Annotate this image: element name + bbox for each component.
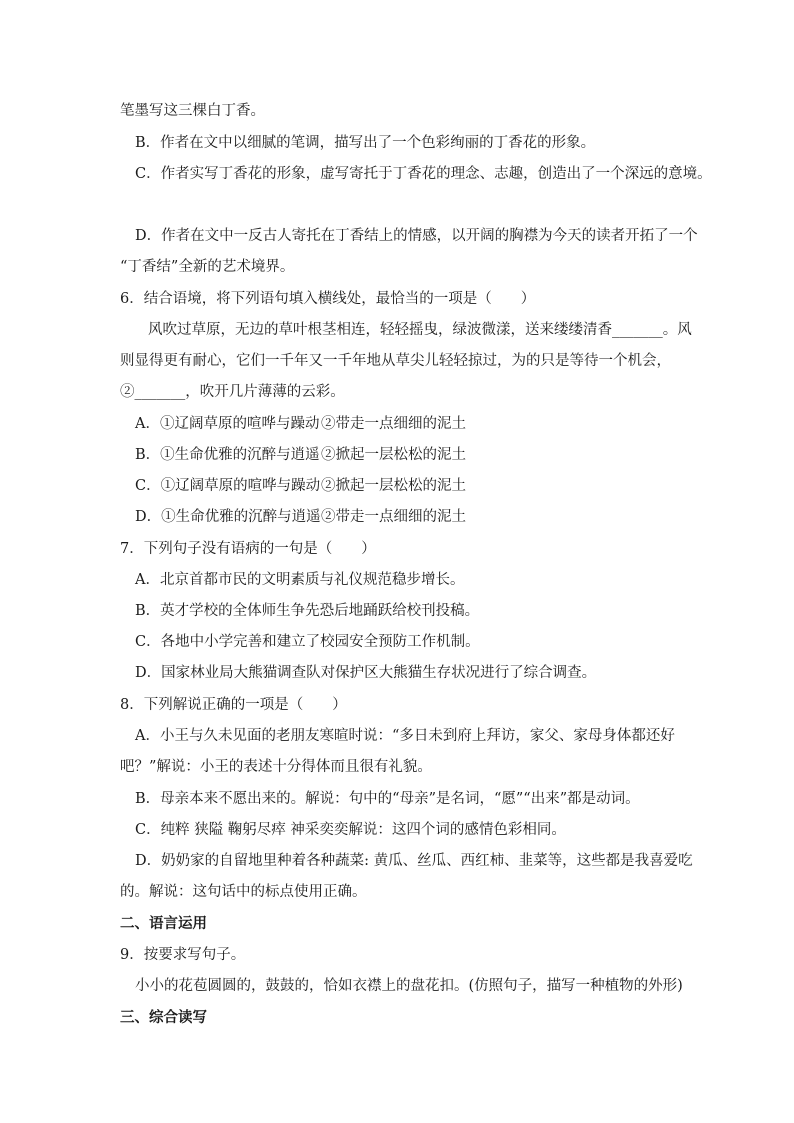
- q8-option-c: C．纯粹 狭隘 鞠躬尽瘁 神采奕奕解说：这四个词的感情色彩相同。: [135, 822, 566, 838]
- q6-option-c-part2: ②掀起一层松松的泥土: [321, 478, 466, 494]
- q7-option-d: D．国家林业局大熊猫调查队对保护区大熊猫生存状况进行了综合调查。: [135, 665, 597, 681]
- q6-option-a: [135, 414, 466, 434]
- section-heading-2: 二、语言运用: [120, 915, 207, 932]
- q6-option-c: [135, 476, 466, 496]
- q9-stem: 9．按要求写句子。: [120, 947, 246, 963]
- q7-option-b: B．英才学校的全体师生争先恐后地踊跃给校刊投稿。: [135, 603, 480, 619]
- q6-option-c-part1: C．①辽阔草原的喧哗与躁动: [135, 478, 321, 494]
- q8-option-a-cont: 吧？”解说：小王的表述十分得体而且很有礼貌。: [120, 759, 432, 775]
- q6-stem: 6．结合语境，将下列语句填入横线处，最恰当的一项是（ ）: [120, 291, 536, 307]
- q5-option-d: D．作者在文中一反古人寄托在丁香结上的情感，以开阔的胸襟为今天的读者开拓了一个: [135, 228, 698, 244]
- q8-option-d: D．奶奶家的自留地里种着各种蔬菜: 黄瓜、丝瓜、西红柿、韭菜等，这些都是我喜爱吃: [135, 853, 693, 869]
- q6-option-d: [135, 507, 466, 527]
- q6-option-b-part2: ②掀起一层松松的泥土: [321, 447, 466, 463]
- q6-option-d-part2: ②带走一点细细的泥土: [321, 509, 466, 525]
- q6-option-b: [135, 445, 466, 465]
- q9-text: 小小的花苞圆圆的，鼓鼓的，恰如衣襟上的盘花扣。(仿照句子，描写一种植物的外形): [135, 978, 683, 994]
- q6-option-a-part1: A．①辽阔草原的喧哗与躁动: [135, 416, 320, 432]
- q6-passage-line1: 风吹过草原，无边的草叶根茎相连，轻轻摇曳，绿波微漾，送来缕缕清香_______。风: [148, 322, 692, 338]
- q6-option-b-part1: B．①生命优雅的沉醉与逍遥: [135, 447, 320, 463]
- q5-option-d-cont: “丁香结”全新的艺术境界。: [120, 259, 295, 275]
- q8-option-a: A．小王与久未见面的老朋友寒暄时说：“多日未到府上拜访，家父、家母身体都还好: [135, 728, 675, 744]
- q6-option-a-part2: ②带走一点细细的泥土: [321, 416, 466, 432]
- q6-passage-line3: ②_______，吹开几片薄薄的云彩。: [120, 384, 345, 400]
- section-heading-3: 三、综合读写: [120, 1009, 207, 1026]
- q7-option-a: A．北京首都市民的文明素质与礼仪规范稳步增长。: [135, 572, 465, 588]
- q5-continuation: 笔墨写这三棵白丁香。: [120, 103, 265, 119]
- q7-stem: 7．下列句子没有语病的一句是（ ）: [120, 541, 376, 557]
- q7-option-c: C．各地中小学完善和建立了校园安全预防工作机制。: [135, 634, 480, 650]
- q6-passage-line2: 则显得更有耐心，它们一千年又一千年地从草尖儿轻轻掠过，为的只是等待一个机会，: [120, 353, 671, 369]
- q6-option-d-part1: D．①生命优雅的沉醉与逍遥: [135, 509, 321, 525]
- q8-option-b: B．母亲本来不愿出来的。解说：句中的“母亲”是名词，“愿”“出来”都是动词。: [135, 791, 640, 807]
- q8-stem: 8．下列解说正确的一项是（ ）: [120, 697, 347, 713]
- q5-option-c: C．作者实写丁香花的形象，虚写寄托于丁香花的理念、志趣，创造出了一个深远的意境。: [135, 166, 712, 182]
- q8-option-d-cont: 的。解说：这句话中的标点使用正确。: [120, 884, 367, 900]
- q5-option-b: B．作者在文中以细腻的笔调，描写出了一个色彩绚丽的丁香花的形象。: [135, 135, 596, 151]
